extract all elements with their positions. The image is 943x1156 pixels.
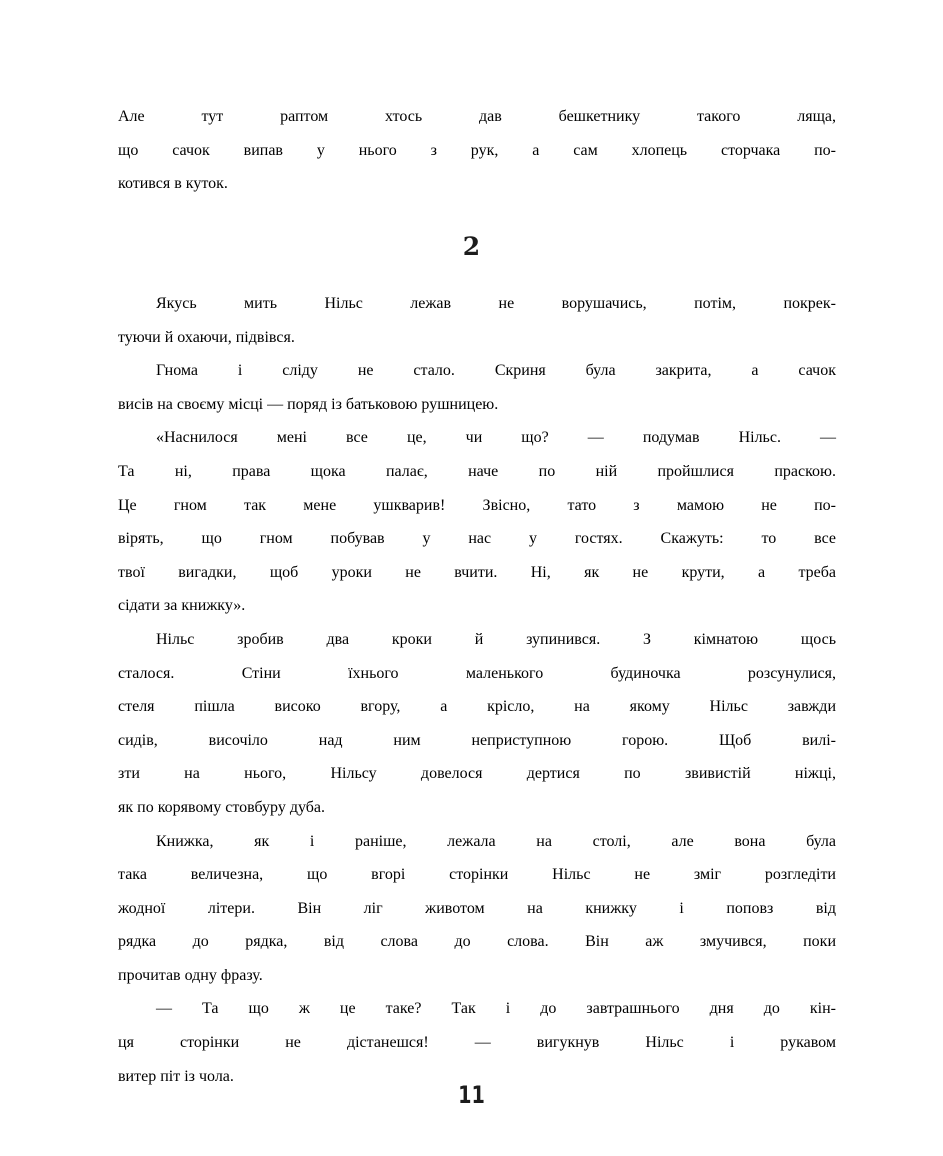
text-line: ця сторінки не дістанешся! — вигукнув Нільс і рукавом xyxy=(118,1034,836,1052)
text-line: Це гном так мене ушкварив! Звісно, тато з мамою не по- xyxy=(118,496,836,514)
paragraph xyxy=(118,623,836,825)
text-line: Та ні, права щока палає, наче по ній пройшлися праскою. xyxy=(118,462,836,480)
paragraph xyxy=(118,825,836,993)
text-line: прочитав одну фразу. xyxy=(118,966,263,984)
paragraph-continued xyxy=(118,100,836,201)
text-line: котився в куток. xyxy=(118,175,228,193)
text-line: твої вигадки, щоб уроки не вчити. Ні, як не крути, а треба xyxy=(118,563,836,581)
chapter-body xyxy=(118,287,836,1093)
text-line: вірять, що гном побував у нас у гостях. Скажуть: то все xyxy=(118,530,836,548)
text-line: Якусь мить Нільс лежав не ворушачись, потім, покрек- xyxy=(156,295,836,312)
text-line: така величезна, що вгорі сторінки Нільс не зміг розгледіти xyxy=(118,866,836,884)
paragraph xyxy=(118,354,836,421)
text-line: сталося. Стіни їхнього маленького будиночка розсунулися, xyxy=(118,664,836,682)
text-line: висів на своєму місці — поряд із батьковою рушницею. xyxy=(118,395,499,413)
text-line: Нільс зробив два кроки й зупинився. З кімнатою щось xyxy=(156,630,836,648)
text-line: зти на нього, Нільсу довелося дертися по звивистій ніжці, xyxy=(118,765,836,783)
text-line: — Та що ж це таке? Так і до завтрашнього дня до кін- xyxy=(156,1000,836,1018)
text-line: Але тут раптом хтось дав бешкетнику такого ляща, xyxy=(118,108,836,125)
text-line: сидів, височіло над ним неприступною горою. Щоб вилі- xyxy=(118,731,836,749)
text-line: туючи й охаючи, підвівся. xyxy=(118,328,295,346)
text-line: рядка до рядка, від слова до слова. Він аж змучився, поки xyxy=(118,933,836,951)
text-line: Гнома і сліду не стало. Скриня була закрита, а сачок xyxy=(156,362,836,380)
text-line: Книжка, як і раніше, лежала на столі, але вона була xyxy=(156,832,836,850)
chapter-heading: 2 xyxy=(462,232,481,261)
text-line: що сачок випав у нього з рук, а сам хлопець сторчака по- xyxy=(118,141,836,159)
text-line: витер піт із чола. xyxy=(118,1067,234,1085)
paragraph xyxy=(118,421,836,623)
paragraph xyxy=(118,992,836,1093)
text-line: стеля пішла високо вгору, а крісло, на якому Нільс завжди xyxy=(118,698,836,716)
text-line: як по корявому стовбуру дуба. xyxy=(118,798,325,816)
page-number: 11 xyxy=(458,1081,485,1109)
paragraph xyxy=(118,287,836,354)
text-line: «Наснилося мені все це, чи що? — подумав Нільс. — xyxy=(156,429,836,447)
text-line: сідати за книжку». xyxy=(118,597,246,615)
text-line: жодної літери. Він ліг животом на книжку і поповз від xyxy=(118,899,836,917)
